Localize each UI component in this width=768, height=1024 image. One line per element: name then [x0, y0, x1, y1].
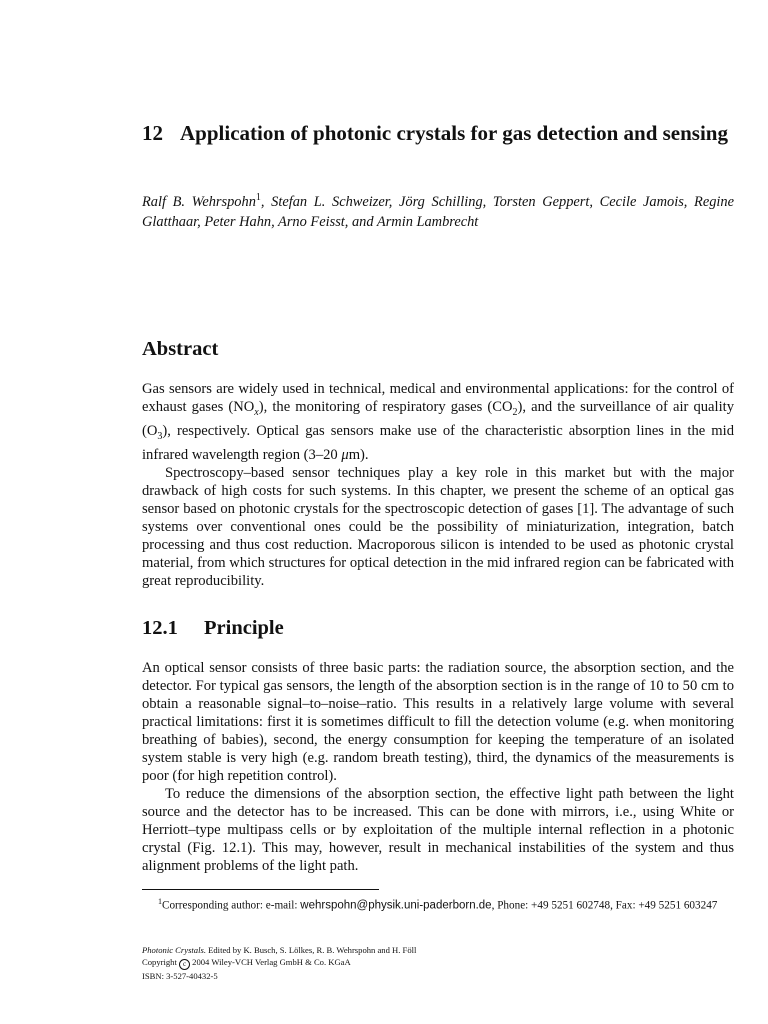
- email-link[interactable]: wehrspohn@physik.uni-paderborn.de: [300, 899, 492, 912]
- first-author: Ralf B. Wehrspohn: [142, 193, 256, 210]
- section-number: 12.1: [142, 617, 178, 639]
- text-run: ), respectively. Optical gas sensors make use of the characteristic absorption lines in the mid infrared wavelength region (3–20: [142, 422, 734, 463]
- mu-symbol: μ: [341, 446, 349, 463]
- footnote-divider: [142, 889, 379, 890]
- editors: Edited by K. Busch, S. Lölkes, R. B. Wehrspohn and H. Föll: [205, 945, 417, 955]
- footnote-text: Corresponding author: e-mail:: [162, 899, 301, 912]
- publication-imprint: [142, 944, 734, 982]
- section-heading-principle: [142, 615, 284, 641]
- imprint-line-1: [142, 944, 734, 956]
- abstract-body: [142, 380, 734, 590]
- footnote: [142, 894, 734, 914]
- co-authors: , Stefan L. Schweizer, Jörg Schilling, Torsten Geppert, Cecile Jamois, Regine Glatthaar, Peter Hahn, Arno Feisst, and Armin Lambrecht: [142, 193, 735, 230]
- footnote-contact: , Phone: +49 5251 602748, Fax: +49 5251 603247: [491, 899, 718, 912]
- text-run: Gas sensors are widely used in technical, medical and environmental applications: for the control of exhaust gases (NO: [142, 381, 734, 415]
- principle-paragraph-1: An optical sensor consists of three basic parts: the radiation source, the absorption section, and the detector. For typical gas sensors, the length of the absorption section is in the range of 10 to 50 cm to obtain a reasonable signal–to–noise–ratio. This results in a relatively large volume with several practical limitations: first it is sometimes difficult to fill the detection volume (e.g. when monitoring breathing of babies), second, the energy consumption for keeping the temperature of an isolated system stable is very high (e.g. random breath testing), third, the dynamics of the measurements is poor (for high repetition control).: [142, 660, 734, 784]
- copyright-icon: c: [179, 959, 190, 970]
- book-title: Photonic Crystals.: [142, 945, 206, 955]
- chapter-title-text: Application of photonic crystals for gas detection and sensing: [180, 121, 728, 146]
- abstract-paragraph-1: [142, 380, 734, 464]
- subscript: x: [254, 406, 259, 418]
- abstract-paragraph-2: Spectroscopy–based sensor techniques play a key role in this market but with the major drawback of high costs for such systems. In this chapter, we present the scheme of an optical gas sensor based on photonic crystals for the spectroscopic detection of gases [1]. The advantage of such systems over conventional ones could be the possibility of miniaturization, integration, batch processing and thus cost reduction. Macroporous silicon is intended to be used as photonic crystal material, from which structures for optical detection in the mid infrared region can be fabricated with great reproducibility.: [142, 464, 734, 589]
- subscript: 2: [512, 406, 518, 418]
- principle-paragraph-2: To reduce the dimensions of the absorption section, the effective light path between the light source and the detector has to be increased. This can be done with mirrors, i.e., using White or Herriott–type multipass cells or by exploitation of the multiple internal reflection in a photonic crystal (Fig. 12.1). This may, however, result in mechanical instabilities of the system and thus alignment problems of the light path.: [142, 786, 734, 874]
- text-run: ), the monitoring of respiratory gases (CO: [258, 399, 513, 415]
- principle-body: [142, 659, 734, 875]
- text-run: m).: [348, 446, 369, 463]
- imprint-line-2: [142, 956, 734, 970]
- footnote-number: 1: [158, 897, 162, 906]
- copyright-prefix: Copyright: [142, 957, 180, 967]
- chapter-number: 12: [142, 121, 163, 146]
- author-list: [142, 188, 734, 232]
- section-title: Principle: [204, 617, 284, 639]
- text-run: ), and the surveillance of air quality (O: [142, 399, 734, 439]
- chapter-title: [142, 120, 734, 147]
- copyright-text: 2004 Wiley-VCH Verlag GmbH & Co. KGaA: [190, 957, 351, 967]
- isbn: ISBN: 3-527-40432-5: [142, 971, 218, 981]
- subscript: 3: [157, 430, 163, 442]
- footnote-marker: 1: [255, 192, 261, 203]
- abstract-heading: Abstract: [142, 338, 219, 360]
